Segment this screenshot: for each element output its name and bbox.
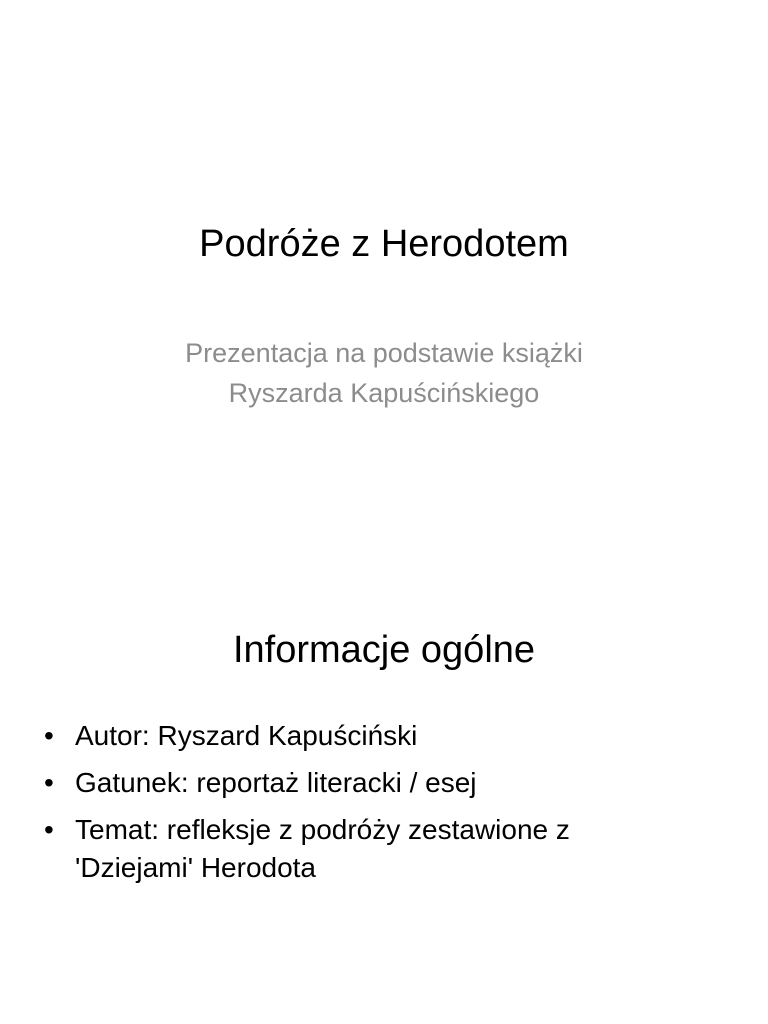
bullet-item — [40, 717, 660, 755]
bullet-list — [40, 717, 660, 896]
slide-subtitle — [80, 333, 688, 413]
bullet-item — [40, 764, 660, 802]
content-slide — [0, 512, 768, 1024]
bullet-icon: • — [44, 814, 54, 845]
slide-title: Informacje ogólne — [232, 629, 536, 671]
subtitle-line: Ryszarda Kapuścińskiego — [228, 378, 540, 408]
bullet-text: Temat: refleksje z podróży zestawione z 'Dziejami' Herodota — [75, 814, 570, 883]
bullet-item — [40, 811, 660, 887]
bullet-icon: • — [44, 767, 54, 798]
bullet-text: Autor: Ryszard Kapuściński — [75, 720, 418, 751]
bullet-icon: • — [44, 720, 54, 751]
slide-title: Podróże z Herodotem — [199, 223, 569, 265]
subtitle-line: Prezentacja na podstawie książki — [185, 338, 583, 368]
bullet-text: Gatunek: reportaż literacki / esej — [75, 767, 477, 798]
